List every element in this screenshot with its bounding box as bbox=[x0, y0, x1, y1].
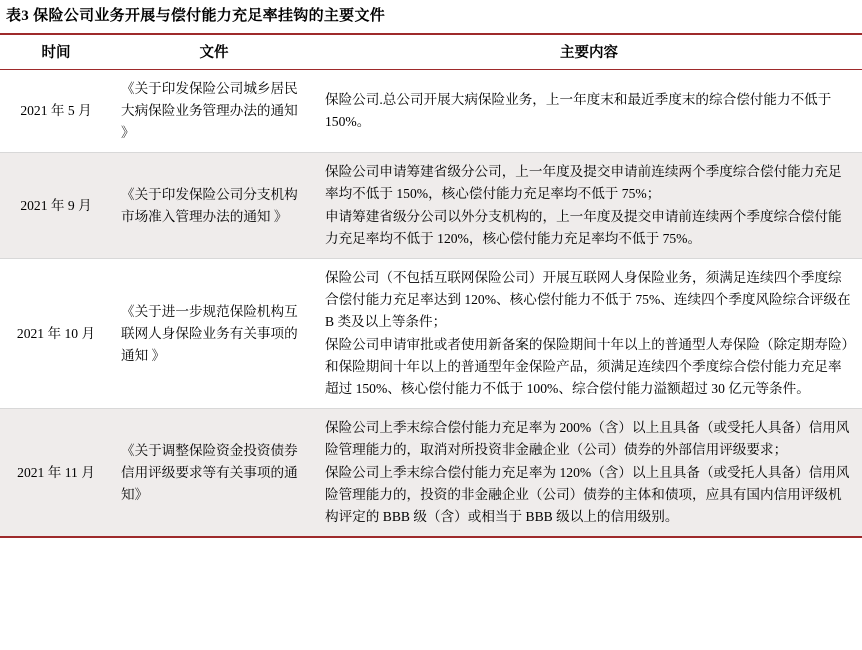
table-row bbox=[0, 153, 862, 259]
column-header-time: 时间 bbox=[0, 34, 112, 70]
cell-file: 《关于印发保险公司城乡居民大病保险业务管理办法的通知 》 bbox=[112, 70, 316, 153]
cell-content bbox=[316, 409, 862, 538]
content-paragraph: 保险公司（不包括互联网保险公司）开展互联网人身保险业务，须满足连续四个季度综合偿付能力充足率达到 120%、核心偿付能力不低于 75%、连续四个季度风险综合评级在 B 类及以上等条件； bbox=[325, 270, 851, 330]
column-header-file: 文件 bbox=[112, 34, 316, 70]
table-body bbox=[0, 70, 862, 538]
cell-time: 2021 年 9 月 bbox=[0, 153, 112, 259]
cell-content bbox=[316, 259, 862, 409]
table-caption-title: 保险公司业务开展与偿付能力充足率挂钩的主要文件 bbox=[33, 8, 386, 24]
content-paragraph: 保险公司上季末综合偿付能力充足率为 120%（含）以上且具备（或受托人具备）信用风险管理能力的，投资的非金融企业（公司）债券的主体和债项，应具有国内信用评级机构评定的 BBB 级（含）或相当于 BBB 级以上的信用级别。 bbox=[325, 465, 850, 525]
table-row bbox=[0, 70, 862, 153]
cell-file: 《关于印发保险公司分支机构市场准入管理办法的通知 》 bbox=[112, 153, 316, 259]
table-caption bbox=[0, 0, 862, 33]
main-table bbox=[0, 33, 862, 538]
table-caption-label: 表3 bbox=[6, 8, 30, 24]
table-header-row bbox=[0, 34, 862, 70]
cell-content bbox=[316, 70, 862, 153]
column-header-content: 主要内容 bbox=[316, 34, 862, 70]
table-row bbox=[0, 259, 862, 409]
cell-file: 《关于调整保险资金投资债券信用评级要求等有关事项的通知》 bbox=[112, 409, 316, 538]
table-header bbox=[0, 34, 862, 70]
cell-content bbox=[316, 153, 862, 259]
cell-file: 《关于进一步规范保险机构互联网人身保险业务有关事项的通知 》 bbox=[112, 259, 316, 409]
cell-time: 2021 年 11 月 bbox=[0, 409, 112, 538]
content-paragraph: 保险公司申请审批或者使用新备案的保险期间十年以上的普通型人寿保险（除定期寿险）和保险期间十年以上的普通型年金保险产品，须满足连续四个季度综合偿付能力充足率超过 150%、核心偿付能力不低于 100%、综合偿付能力溢额超过 30 亿元等条件。 bbox=[325, 337, 849, 397]
cell-time: 2021 年 10 月 bbox=[0, 259, 112, 409]
content-paragraph: 保险公司上季末综合偿付能力充足率为 200%（含）以上且具备（或受托人具备）信用风险管理能力的，取消对所投资非金融企业（公司）债券的外部信用评级要求； bbox=[325, 420, 850, 458]
table-row bbox=[0, 409, 862, 538]
content-paragraph: 保险公司.总公司开展大病保险业务，上一年度末和最近季度末的综合偿付能力不低于 150%。 bbox=[325, 92, 832, 130]
content-paragraph: 申请筹建省级分公司以外分支机构的，上一年度及提交申请前连续两个季度综合偿付能力充足率均不低于 120%，核心偿付能力充足率均不低于 75%。 bbox=[325, 209, 842, 247]
cell-time: 2021 年 5 月 bbox=[0, 70, 112, 153]
content-paragraph: 保险公司申请筹建省级分公司，上一年度及提交申请前连续两个季度综合偿付能力充足率均不低于 150%，核心偿付能力充足率均不低于 75%； bbox=[325, 164, 842, 202]
